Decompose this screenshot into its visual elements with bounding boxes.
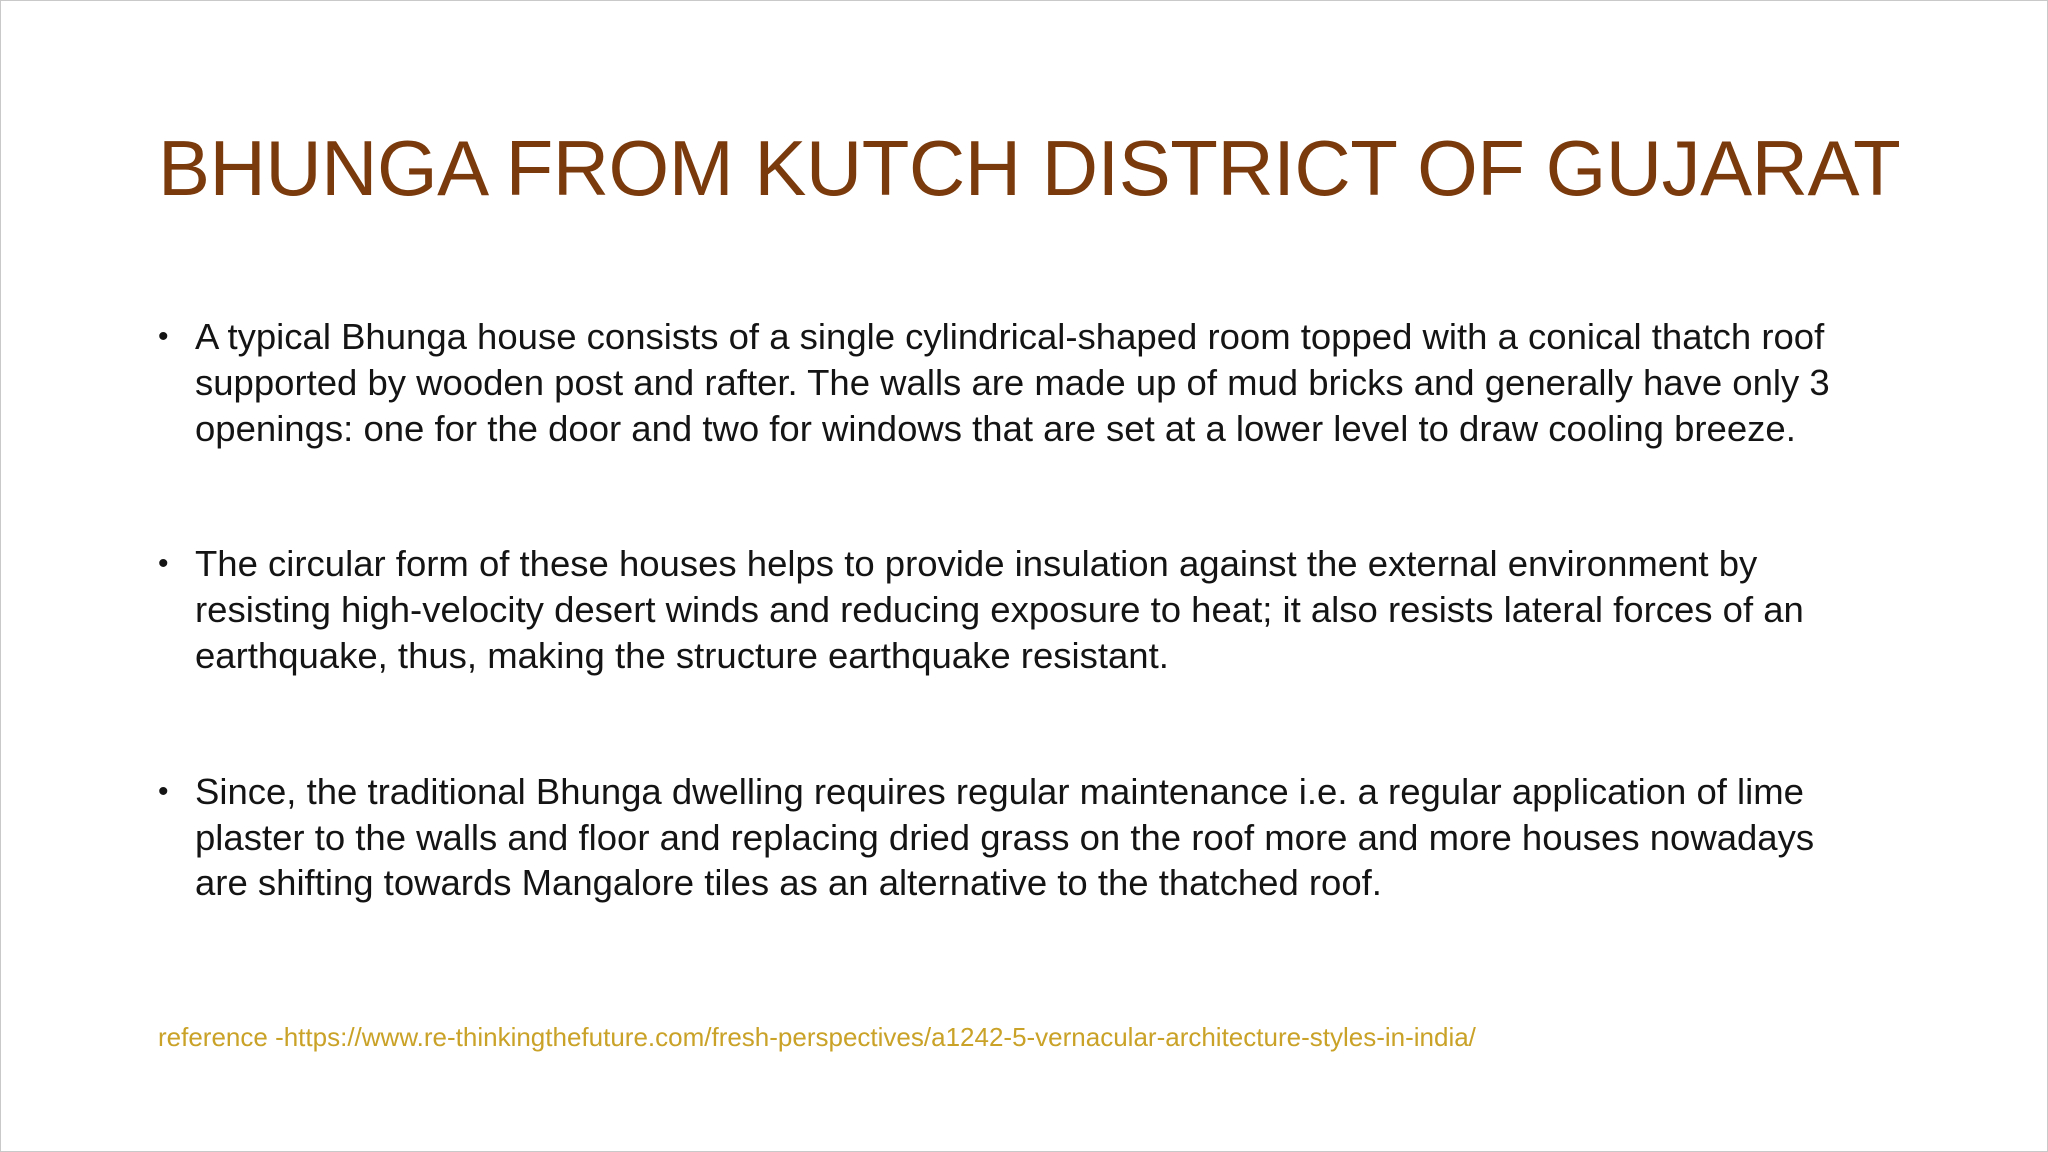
bullet-dot-icon: •: [158, 547, 169, 581]
bullet-item: [153, 769, 1873, 906]
reference-link[interactable]: reference -https://www.re-thinkingthefuture.com/fresh-perspectives/a1242-5-vernacular-architecture-styles-in-india/: [158, 1022, 1476, 1052]
bullet-text: Since, the traditional Bhunga dwelling requires regular maintenance i.e. a regular application of lime plaster to the walls and floor and replacing dried grass on the roof more and more houses nowadays are shifting towards Mangalore tiles as an alternative to the thatched roof.: [195, 770, 1815, 904]
bullet-dot-icon: •: [158, 320, 169, 353]
bullet-text: A typical Bhunga house consists of a single cylindrical-shaped room topped with a conical thatch roof supported by wooden post and rafter. The walls are made up of mud bricks and generally have only 3 openings: one for the door and two for windows that are set at a lower level to draw cooling breeze.: [195, 316, 1830, 449]
bullet-item: [153, 314, 1873, 451]
bullet-text: The circular form of these houses helps to provide insulation against the external environment by resisting high-velocity desert winds and reducing exposure to heat; it also resists lateral forces of an earthquake, thus, making the structure earthquake resistant.: [195, 543, 1804, 676]
bullet-dot-icon: •: [158, 774, 169, 808]
bullet-list: [153, 314, 1873, 906]
bullet-item: [153, 541, 1873, 678]
slide-title: BHUNGA FROM KUTCH DISTRICT OF GUJARAT: [158, 124, 1901, 212]
